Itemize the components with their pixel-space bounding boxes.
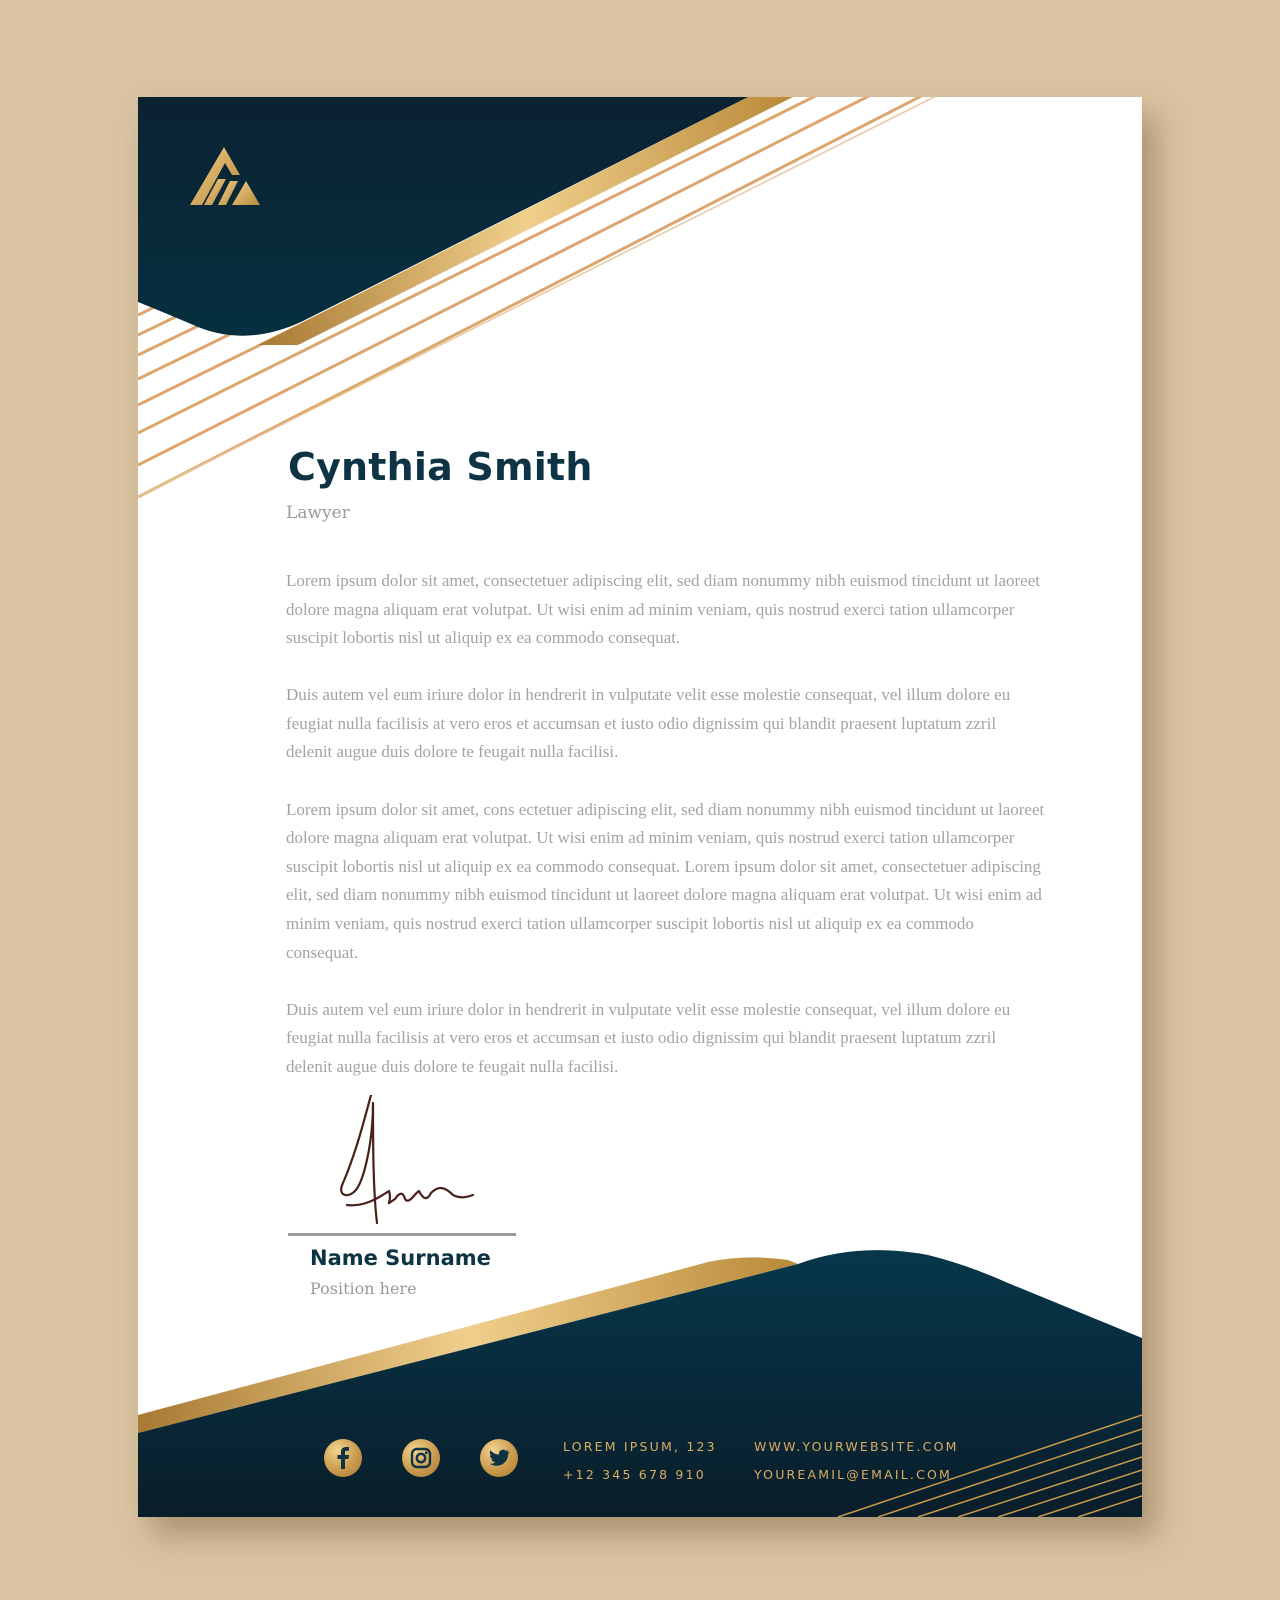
letter-paragraph: Lorem ipsum dolor sit amet, consectetuer adipiscing elit, sed diam nonummy nibh euismod tincidunt ut laoreet dolore magna aliquam erat volutpat. Ut wisi enim ad minim veniam, quis nostrud exerci tation ullamcorper suscipit lobortis nisl ut aliquip ex ea commodo consequat.	[286, 571, 1040, 648]
footer-address: LOREM IPSUM, 123	[563, 1439, 717, 1454]
twitter-icon[interactable]	[480, 1439, 518, 1477]
letter-paragraph: Duis autem vel eum iriure dolor in hendrerit in vulputate velit esse molestie consequat, vel illum dolore eu feugiat nulla facilisis at vero eros et accumsan et iusto odio dignissim qui blandit praesent luptatum zzril delenit augue duis dolore te feugait nulla facilisi.	[286, 999, 1011, 1076]
footer-email[interactable]: YOUREAMIL@EMAIL.COM	[754, 1467, 953, 1482]
footer-phone: +12 345 678 910	[563, 1467, 706, 1482]
instagram-icon[interactable]	[402, 1439, 440, 1477]
signature-line	[288, 1233, 516, 1236]
signatory-name: Name Surname	[310, 1246, 491, 1270]
letter-body	[286, 567, 1046, 1110]
top-navy-shape	[138, 97, 748, 336]
footer-website[interactable]: WWW.YOURWEBSITE.COM	[754, 1439, 959, 1454]
facebook-icon[interactable]	[324, 1439, 362, 1477]
letter-paragraph: Duis autem vel eum iriure dolor in hendrerit in vulputate velit esse molestie consequat, vel illum dolore eu feugiat nulla facilisis at vero eros et accumsan et iusto odio dignissim qui blandit praesent luptatum zzril delenit augue duis dolore te feugait nulla facilisi.	[286, 685, 1011, 762]
letter-paragraph: Lorem ipsum dolor sit amet, cons ectetuer adipiscing elit, sed diam nonummy nibh euismod tincidunt ut laoreet dolore magna aliquam erat volutpat. Ut wisi enim ad minim veniam, quis nostrud exerci tation ullamcorper suscipit lobortis nisl ut aliquip ex ea commodo consequat. Lorem ipsum dolor sit amet, consectetuer adipiscing elit, sed diam nonummy nibh euismod tincidunt ut laoreet dolore magna aliquam erat volutpat. Ut wisi enim ad minim veniam, quis nostrud exerci tation ullamcorper suscipit lobortis nisl ut aliquip ex ea commodo consequat.	[286, 799, 1045, 962]
mountain-logo-icon	[188, 145, 262, 209]
person-name: Cynthia Smith	[288, 445, 593, 489]
handwritten-signature	[333, 1095, 493, 1230]
letterhead-page	[138, 97, 1142, 1517]
signatory-position: Position here	[310, 1279, 417, 1298]
person-role: Lawyer	[286, 503, 350, 523]
